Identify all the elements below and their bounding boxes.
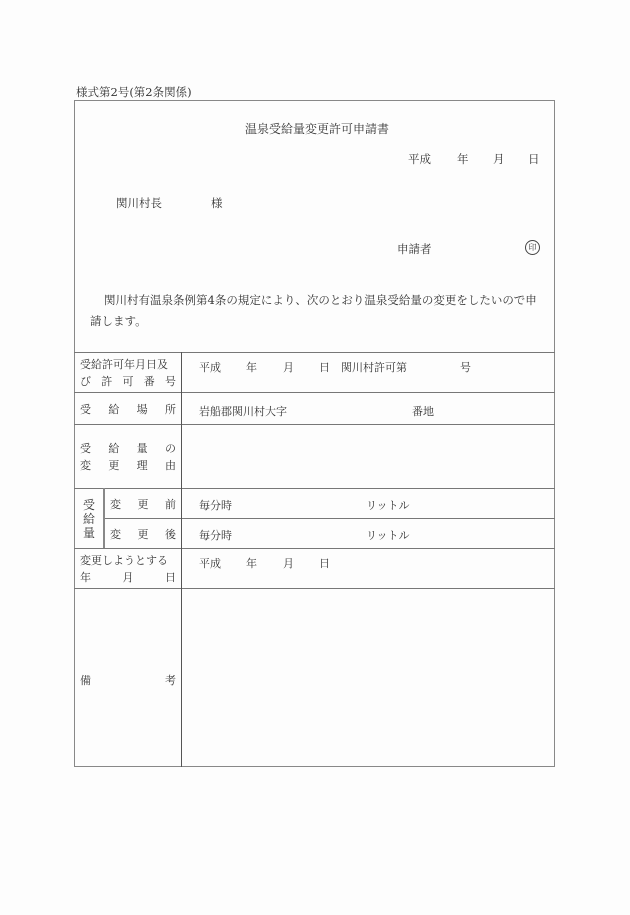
before-label [110, 496, 176, 512]
permit-number-suffix: 号 [460, 361, 471, 374]
date-day: 日 [528, 152, 540, 166]
label-char: 受 [80, 403, 91, 416]
reason-label-line2 [80, 457, 176, 474]
date-month: 月 [493, 152, 505, 166]
label-char: 変 [110, 498, 121, 511]
label-char: 許 [101, 375, 113, 388]
change-date-label-line2 [80, 569, 176, 586]
row-divider [74, 424, 555, 425]
label-char: 番 [143, 375, 155, 388]
label-char: 年 [80, 571, 91, 584]
label-char: 受 [80, 442, 91, 455]
label-char: 所 [164, 403, 176, 416]
place-label [80, 401, 176, 418]
label-char: の [164, 442, 176, 455]
reason-label-line1 [80, 440, 176, 457]
body-text-line2: 請します。 [90, 314, 147, 328]
label-char: 考 [165, 674, 176, 687]
label-char: 変 [110, 528, 121, 541]
label-char: び [80, 375, 91, 388]
addressee-honorific: 様 [211, 196, 223, 210]
label-char: 給 [83, 512, 96, 526]
remarks-field[interactable] [183, 590, 553, 765]
column-divider [181, 352, 182, 767]
change-year: 年 [246, 557, 257, 570]
change-era: 平成 [199, 557, 221, 570]
row-divider [103, 518, 555, 519]
row-divider [74, 588, 555, 589]
date-era: 平成 [408, 152, 431, 166]
seal-mark-icon: 印 [525, 240, 540, 255]
label-char: 更 [137, 528, 149, 541]
change-day: 日 [319, 557, 330, 570]
permit-era: 平成 [199, 361, 221, 374]
label-char: 更 [108, 459, 120, 472]
form-reference: 様式第2号(第2条関係) [76, 85, 192, 99]
reason-field[interactable] [183, 426, 553, 486]
after-prefix: 毎分時 [199, 529, 232, 542]
label-char: 可 [122, 375, 134, 388]
label-char: 給 [108, 403, 120, 416]
label-char: 変 [80, 459, 91, 472]
permit-day: 日 [319, 361, 330, 374]
label-char: 給 [108, 442, 120, 455]
label-char: 受 [83, 498, 96, 512]
label-char: 量 [136, 442, 148, 455]
after-unit: リットル [366, 529, 410, 542]
date-year: 年 [457, 152, 469, 166]
label-char: 月 [122, 571, 134, 584]
row-divider [74, 488, 555, 489]
permit-month: 月 [283, 361, 294, 374]
permit-year: 年 [246, 361, 257, 374]
change-month: 月 [283, 557, 294, 570]
form-title: 温泉受給量変更許可申請書 [245, 122, 390, 136]
after-label [110, 526, 176, 542]
label-char: 日 [165, 571, 176, 584]
label-char: 後 [165, 528, 176, 541]
addressee-name: 関川村長 [116, 196, 162, 210]
remarks-label [80, 672, 176, 689]
amount-group-label [83, 498, 95, 540]
permit-number-prefix: 関川村許可第 [341, 361, 407, 374]
body-text-line1: 関川村有温泉条例第4条の規定により、次のとおり温泉受給量の変更をしたいので申 [104, 293, 537, 307]
row-divider [74, 392, 555, 393]
before-prefix: 毎分時 [199, 499, 232, 512]
address-prefix: 岩船郡関川村大字 [199, 405, 287, 418]
label-char: 前 [165, 498, 176, 511]
label-char: 号 [165, 375, 176, 388]
before-unit: リットル [366, 499, 410, 512]
label-char: 理 [136, 459, 148, 472]
permit-label-line2 [80, 373, 176, 390]
label-char: 量 [83, 526, 96, 540]
applicant-label: 申請者 [397, 242, 432, 256]
sub-column-divider [103, 488, 105, 548]
change-date-label-line1: 変更しようとする [80, 554, 168, 567]
table-top-border [74, 352, 555, 353]
label-char: 更 [137, 498, 149, 511]
permit-label-line1: 受給許可年月日及 [80, 358, 168, 371]
address-suffix: 番地 [412, 405, 434, 418]
label-char: 場 [136, 403, 148, 416]
label-char: 備 [80, 674, 91, 687]
label-char: 由 [164, 459, 176, 472]
row-divider [74, 548, 555, 549]
